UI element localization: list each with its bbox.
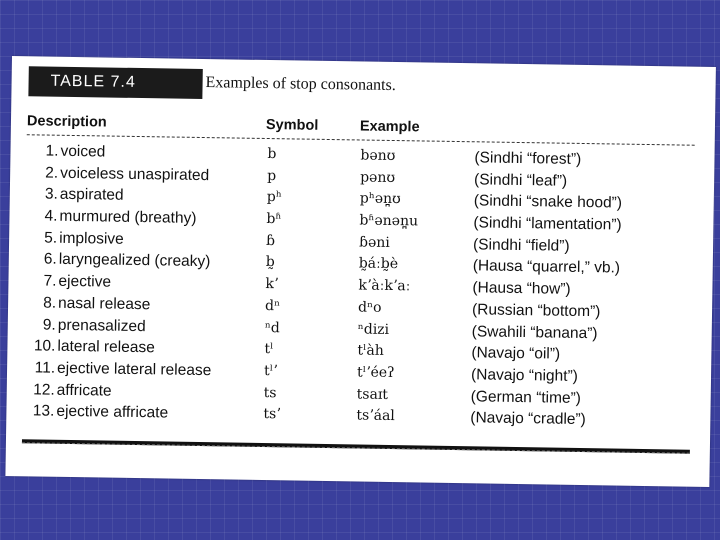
row-number: 12. — [33, 380, 55, 399]
row-description: voiceless unaspirated — [60, 164, 210, 184]
row-example: tˡàh — [357, 342, 384, 360]
row-number: 5. — [44, 229, 58, 247]
row-symbol: tˡʼ — [263, 362, 278, 380]
row-gloss: (Sindhi “leaf”) — [473, 170, 568, 190]
row-description: voiced — [60, 142, 106, 161]
row-example: tsaɪt — [356, 386, 389, 403]
header-symbol: Symbol — [265, 116, 319, 134]
row-example: bʱənən̪u — [359, 212, 419, 230]
row-number: 4. — [44, 207, 58, 225]
row-symbol: ⁿd — [264, 319, 280, 336]
row-gloss: (Navajo “cradle”) — [470, 409, 586, 429]
row-example: tˡʼéeʔ — [356, 364, 395, 381]
header-example: Example — [359, 118, 420, 136]
table-body — [6, 142, 714, 435]
row-example: pʰən̪ʊ — [359, 190, 401, 208]
row-gloss: (Sindhi “field”) — [472, 236, 570, 255]
row-description: ejective affricate — [56, 402, 169, 422]
row-gloss: (Hausa “quarrel,” vb.) — [472, 257, 621, 278]
row-symbol: b — [267, 146, 277, 163]
row-gloss: (Sindhi “forest”) — [474, 149, 582, 168]
row-example: ⁿdizi — [357, 320, 390, 338]
row-symbol: kʼ — [265, 276, 279, 293]
row-gloss: (Hausa “how”) — [472, 279, 571, 298]
row-description: affricate — [56, 381, 112, 400]
table-badge: TABLE 7.4 — [28, 66, 202, 99]
row-description: aspirated — [59, 186, 124, 205]
row-example: ɓəni — [358, 234, 390, 251]
row-example: bənʊ — [360, 147, 396, 165]
row-number: 13. — [32, 402, 55, 420]
row-symbol: ɓ — [266, 232, 276, 249]
row-symbol: p — [267, 167, 277, 184]
row-symbol: bʱ — [266, 211, 282, 228]
row-gloss: (Russian “bottom”) — [471, 301, 601, 321]
row-gloss: (Navajo “oil”) — [471, 344, 561, 363]
row-gloss: (Navajo “night”) — [470, 366, 578, 385]
row-number: 9. — [42, 316, 56, 334]
bottom-rule — [22, 439, 690, 453]
row-symbol: ts — [263, 384, 277, 401]
row-symbol: tsʼ — [263, 406, 281, 423]
row-symbol: pʰ — [266, 189, 282, 206]
row-number: 10. — [33, 337, 56, 355]
row-symbol: dⁿ — [264, 297, 281, 315]
row-description: ejective lateral release — [56, 359, 212, 380]
row-description: lateral release — [57, 337, 155, 357]
row-symbol: b̰ — [265, 254, 275, 271]
row-description: laryngealized (creaky) — [58, 251, 211, 271]
row-gloss: (Sindhi “snake hood”) — [473, 192, 623, 212]
row-number: 6. — [43, 250, 57, 269]
row-example: b̰áːb̰è — [358, 255, 399, 273]
row-example: dⁿo — [357, 299, 382, 316]
table-page — [5, 56, 716, 487]
row-number: 11. — [34, 359, 56, 377]
header-description: Description — [26, 113, 107, 131]
row-description: prenasalized — [57, 316, 146, 335]
table-caption: Examples of stop consonants. — [205, 74, 396, 95]
row-number: 8. — [43, 294, 57, 312]
row-description: nasal release — [57, 294, 151, 314]
row-gloss: (Sindhi “lamentation”) — [473, 214, 622, 234]
row-example: pənʊ — [360, 169, 396, 186]
row-gloss: (Swahili “banana”) — [471, 322, 598, 342]
row-description: murmured (breathy) — [59, 207, 197, 227]
row-description: implosive — [59, 229, 124, 248]
row-description: ejective — [58, 272, 112, 291]
row-symbol: tˡ — [264, 341, 274, 358]
row-example: tsʼáal — [356, 407, 395, 425]
row-gloss: (German “time”) — [470, 387, 582, 407]
row-number: 3. — [44, 185, 58, 204]
row-number: 2. — [45, 164, 59, 182]
row-example: kʼàːkʼaː — [358, 277, 411, 295]
row-number: 1. — [45, 142, 59, 160]
row-number: 7. — [43, 272, 57, 290]
